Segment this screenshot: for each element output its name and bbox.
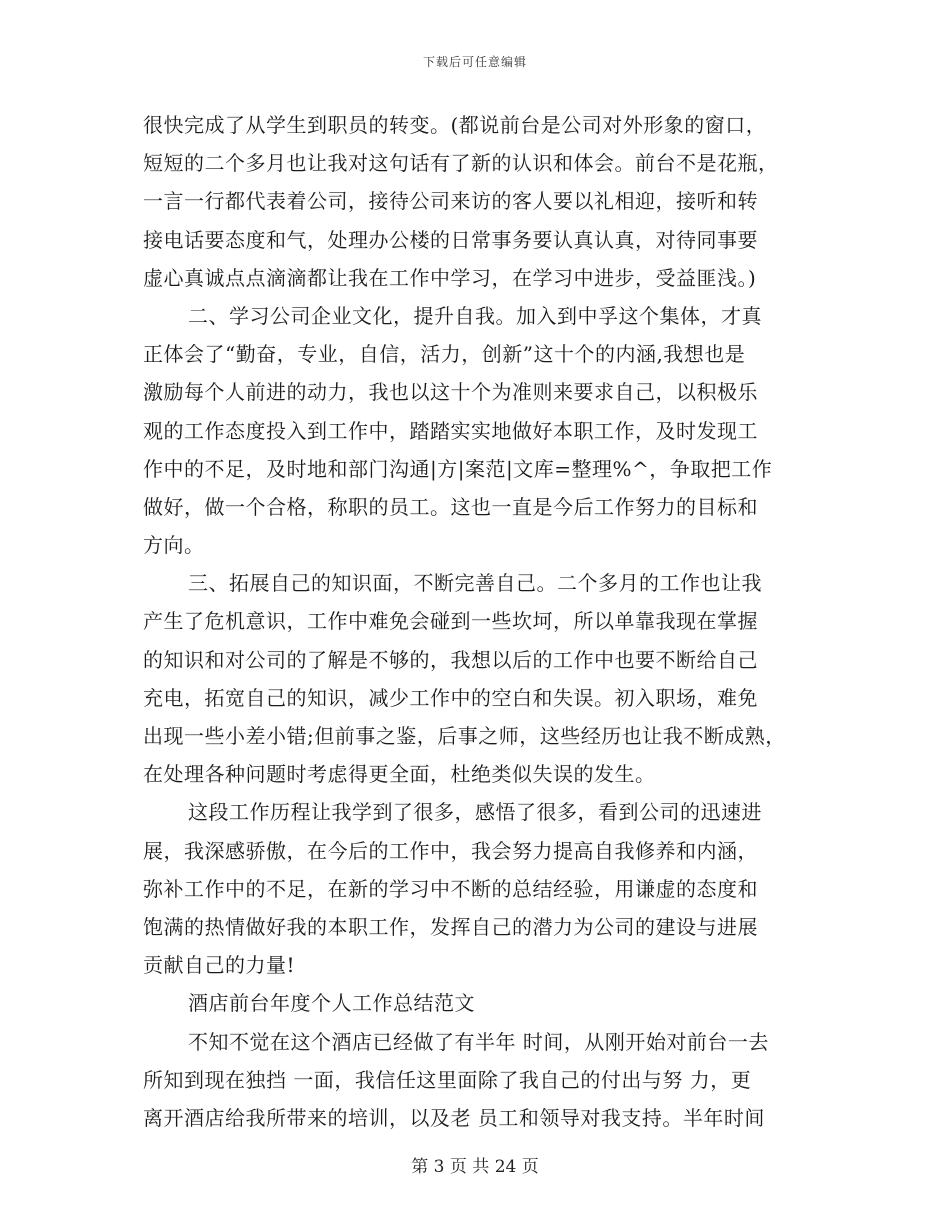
text-line: 饱满的热情做好我的本职工作，发挥自己的潜力为公司的建设与进展: [143, 914, 758, 939]
text-line: 正体会了“勤奋，专业，自信，活力，创新”这十个的内涵,我想也是: [143, 342, 746, 367]
text-line: 做好，做一个合格，称职的员工。这也一直是今后工作努力的目标和: [143, 494, 758, 519]
text-line: 不知不觉在这个酒店已经做了有半年 时间，从刚开始对前台一去: [188, 1029, 769, 1054]
text-line: 虚心真诚点点滴滴都让我在工作中学习，在学习中进步，受益匪浅。): [143, 265, 757, 290]
text-line: 展，我深感骄傲，在今后的工作中，我会努力提高自我修养和内涵，: [143, 838, 758, 863]
text-line: 的知识和对公司的了解是不够的，我想以后的工作中也要不断给自己: [143, 647, 758, 672]
text-line: 三、拓展自己的知识面，不断完善自己。二个多月的工作也让我: [188, 571, 762, 596]
text-line: 贡献自己的力量!: [143, 953, 296, 978]
text-line: 酒店前台年度个人工作总结范文: [188, 991, 475, 1016]
text-line: 接电话要态度和气，处理办公楼的日常事务要认真认真，对待同事要: [143, 227, 758, 252]
page-header: 下载后可任意编辑: [422, 55, 527, 69]
text-line: 产生了危机意识，工作中难免会碰到一些坎坷，所以单靠我现在掌握: [143, 609, 758, 634]
text-line: 在处理各种问题时考虑得更全面，杜绝类似失误的发生。: [143, 762, 656, 787]
page-number-footer: 第 3 页 共 24 页: [411, 1157, 539, 1177]
text-line: 观的工作态度投入到工作中，踏踏实实地做好本职工作，及时发现工: [143, 418, 758, 443]
text-line: 出现一些小差小错;但前事之鉴，后事之师，这些经历也让我不断成熟，: [143, 724, 786, 748]
text-line: 作中的不足，及时地和部门沟通|方|案范|文库=整理%^，争取把工作: [143, 456, 773, 481]
text-line: 很快完成了从学生到职员的转变。(都说前台是公司对外形象的窗口，: [143, 113, 767, 137]
text-line: 所知到现在独挡 一面，我信任这里面除了我自己的付出与努 力，更: [143, 1067, 752, 1092]
text-line: 短短的二个多月也让我对这句话有了新的认识和体会。前台不是花瓶，: [143, 151, 779, 176]
text-line: 激励每个人前进的动力，我也以这十个为准则来要求自己，以积极乐: [143, 380, 758, 405]
text-line: 充电，拓宽自己的知识，减少工作中的空白和失误。初入职场，难免: [143, 685, 758, 710]
text-line: 这段工作历程让我学到了很多，感悟了很多，看到公司的迅速进: [188, 800, 762, 825]
text-line: 弥补工作中的不足，在新的学习中不断的总结经验，用谦虚的态度和: [143, 876, 758, 901]
text-line: 二、学习公司企业文化，提升自我。加入到中孚这个集体，才真: [188, 303, 762, 328]
text-line: 一言一行都代表着公司，接待公司来访的客人要以礼相迎，接听和转: [143, 189, 758, 214]
text-line: 方向。: [143, 533, 205, 558]
text-line: 离开酒店给我所带来的培训，以及老 员工和领导对我支持。半年时间: [143, 1105, 765, 1130]
document-body: [143, 106, 815, 1137]
